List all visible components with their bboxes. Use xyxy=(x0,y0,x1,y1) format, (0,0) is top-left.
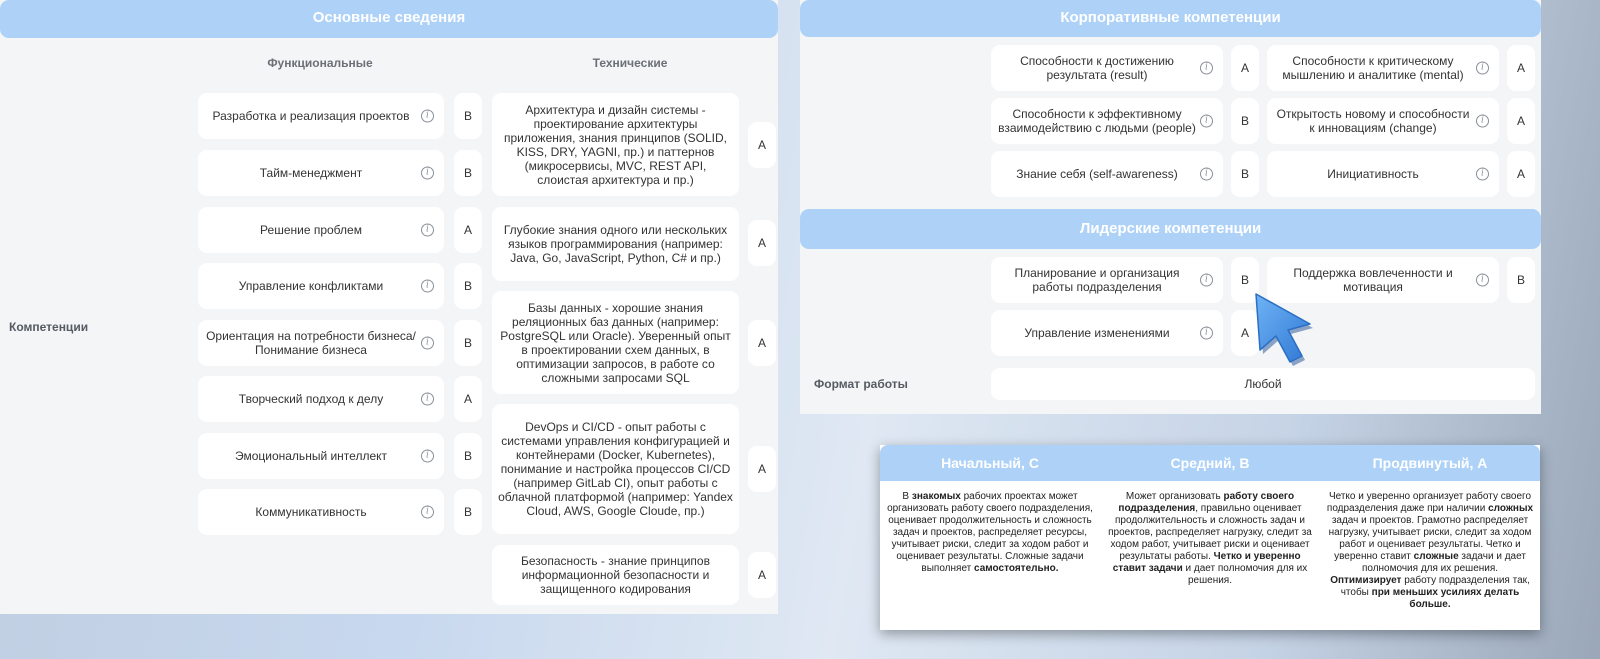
technical-item[interactable]: Безопасность - знание принципов информационной безопасности и защищенного кодирования xyxy=(492,545,739,605)
info-icon[interactable]: i xyxy=(1476,274,1489,287)
grade-badge: A xyxy=(454,207,482,253)
work-format-value: Любой xyxy=(991,368,1535,400)
info-icon[interactable]: i xyxy=(1200,62,1213,75)
grade-badge: B xyxy=(454,263,482,309)
leadership-item[interactable]: Планирование и организация работы подразделения i xyxy=(991,257,1223,303)
functional-item[interactable]: Разработка и реализация проектов i xyxy=(198,93,444,139)
leadership-header: Лидерские компетенции xyxy=(800,209,1541,249)
info-icon[interactable]: i xyxy=(421,450,434,463)
grade-badge: B xyxy=(1231,151,1259,197)
leadership-item[interactable]: Управление изменениями i xyxy=(991,310,1223,356)
basic-info-panel xyxy=(0,0,778,614)
competencies-row-label: Компетенции xyxy=(9,320,89,334)
functional-item[interactable]: Эмоциональный интеллект i xyxy=(198,433,444,479)
functional-column-title: Функциональные xyxy=(267,56,373,70)
technical-item[interactable]: Архитектура и дизайн системы - проектирование архитектуры приложения, знания принципов (SOLID, KISS, DRY, YAGNI, пр.) и паттернов (микросервисы, MVC, REST API, слоистая архитектура и пр.) xyxy=(492,93,739,196)
info-icon[interactable]: i xyxy=(1476,168,1489,181)
functional-item[interactable]: Управление конфликтами i xyxy=(198,263,444,309)
grade-badge: B xyxy=(454,93,482,139)
competencies-panel xyxy=(800,0,1541,414)
info-icon[interactable]: i xyxy=(1476,115,1489,128)
info-icon[interactable]: i xyxy=(421,110,434,123)
grade-badge: A xyxy=(748,320,776,366)
basic-info-header: Основные сведения xyxy=(0,0,778,38)
info-icon[interactable]: i xyxy=(421,393,434,406)
leadership-item[interactable]: Поддержка вовлеченности и мотивация i xyxy=(1267,257,1499,303)
level-a-title: Продвинутый, A xyxy=(1372,455,1488,471)
info-icon[interactable]: i xyxy=(421,506,434,519)
level-c-description: В знакомых рабочих проектах может организовать работу своего подразделения, оценивает продолжительность и сложность задач и проектов, распределяет ресурсы, учитывает риски, следит за ходом работ и оценивает результаты. Сложные задачи выполняет самостоятельно. xyxy=(887,491,1093,574)
grade-badge: A xyxy=(1507,151,1535,197)
level-b-description: Может организовать работу своего подразделения, правильно оценивает продолжительность и сложность задач и проектов, распределяет нагрузку, следит за ходом работ, учитывает риски и оценивает результаты работы. Четко и уверенно ставит задачи и дает полномочия для их решения. xyxy=(1108,491,1312,586)
legend-header xyxy=(880,445,1540,481)
grade-badge: B xyxy=(1231,98,1259,144)
info-icon[interactable]: i xyxy=(421,280,434,293)
level-legend xyxy=(880,445,1540,630)
grade-badge: A xyxy=(1231,45,1259,91)
corporate-item[interactable]: Открытость новому и способности к инновациям (change) i xyxy=(1267,98,1499,144)
grade-badge: B xyxy=(1231,257,1259,303)
info-icon[interactable]: i xyxy=(1476,62,1489,75)
functional-item[interactable]: Решение проблем i xyxy=(198,207,444,253)
corporate-item[interactable]: Инициативность i xyxy=(1267,151,1499,197)
corporate-header: Корпоративные компетенции xyxy=(800,0,1541,37)
grade-badge: B xyxy=(454,433,482,479)
corporate-item[interactable]: Знание себя (self-awareness) i xyxy=(991,151,1223,197)
corporate-item[interactable]: Способности к достижению результата (result) i xyxy=(991,45,1223,91)
grade-badge: A xyxy=(748,220,776,266)
info-icon[interactable]: i xyxy=(421,224,434,237)
grade-badge: A xyxy=(1507,98,1535,144)
info-icon[interactable]: i xyxy=(421,337,434,350)
level-b-title: Средний, B xyxy=(1170,455,1250,471)
grade-badge: A xyxy=(748,552,776,598)
info-icon[interactable]: i xyxy=(1200,327,1213,340)
technical-column-title: Технические xyxy=(592,56,668,70)
corporate-item[interactable]: Способности к критическому мышлению и аналитике (mental) i xyxy=(1267,45,1499,91)
grade-badge: B xyxy=(454,489,482,535)
grade-badge: A xyxy=(748,122,776,168)
technical-item[interactable]: DevOps и CI/CD - опыт работы с системами управления конфигурацией и контейнерами (Docker, Kubernetes), понимание и настройка процессов CI/CD (например GitLab CI), опыт работы с облачной платформой (например: Yandex Cloud, AWS, Google Cloude, пр.) xyxy=(492,404,739,534)
info-icon[interactable]: i xyxy=(421,167,434,180)
level-c-title: Начальный, C xyxy=(941,455,1039,471)
info-icon[interactable]: i xyxy=(1200,168,1213,181)
grade-badge: B xyxy=(1507,257,1535,303)
technical-item[interactable]: Глубокие знания одного или нескольких языков программирования (например: Java, Go, JavaScript, Python, C# и пр.) xyxy=(492,207,739,281)
level-a-description: Четко и уверенно организует работу своего подразделения даже при наличии сложных задач и проектов. Грамотно распределяет нагрузку, учитывает риски, следит за ходом работ и оценивает результаты. Четко и уверенно ставит сложные задачи и дает полномочия для их решения. Оптимизирует работу подразделения так, чтобы при меньших усилиях делать больше. xyxy=(1326,491,1534,610)
grade-badge: A xyxy=(748,446,776,492)
corporate-item[interactable]: Способности к эффективному взаимодействию с людьми (people) i xyxy=(991,98,1223,144)
grade-badge: A xyxy=(1507,45,1535,91)
pointer-cursor-icon xyxy=(1252,290,1322,370)
info-icon[interactable]: i xyxy=(1200,274,1213,287)
info-icon[interactable]: i xyxy=(1200,115,1213,128)
grade-badge: B xyxy=(454,150,482,196)
functional-item[interactable]: Творческий подход к делу i xyxy=(198,376,444,422)
grade-badge: A xyxy=(1231,310,1259,356)
work-format-label: Формат работы xyxy=(814,377,908,391)
functional-item[interactable]: Тайм-менеджмент i xyxy=(198,150,444,196)
grade-badge: B xyxy=(454,320,482,366)
technical-item[interactable]: Базы данных - хорошие знания реляционных баз данных (например: PostgreSQL или Oracle). Уверенный опыт в проектировании схем данных, в оптимизации запросов, в работе со сложными запросами SQL xyxy=(492,291,739,394)
grade-badge: A xyxy=(454,376,482,422)
functional-item[interactable]: Коммуникативность i xyxy=(198,489,444,535)
functional-item[interactable]: Ориентация на потребности бизнеса/ Понимание бизнеса i xyxy=(198,320,444,366)
